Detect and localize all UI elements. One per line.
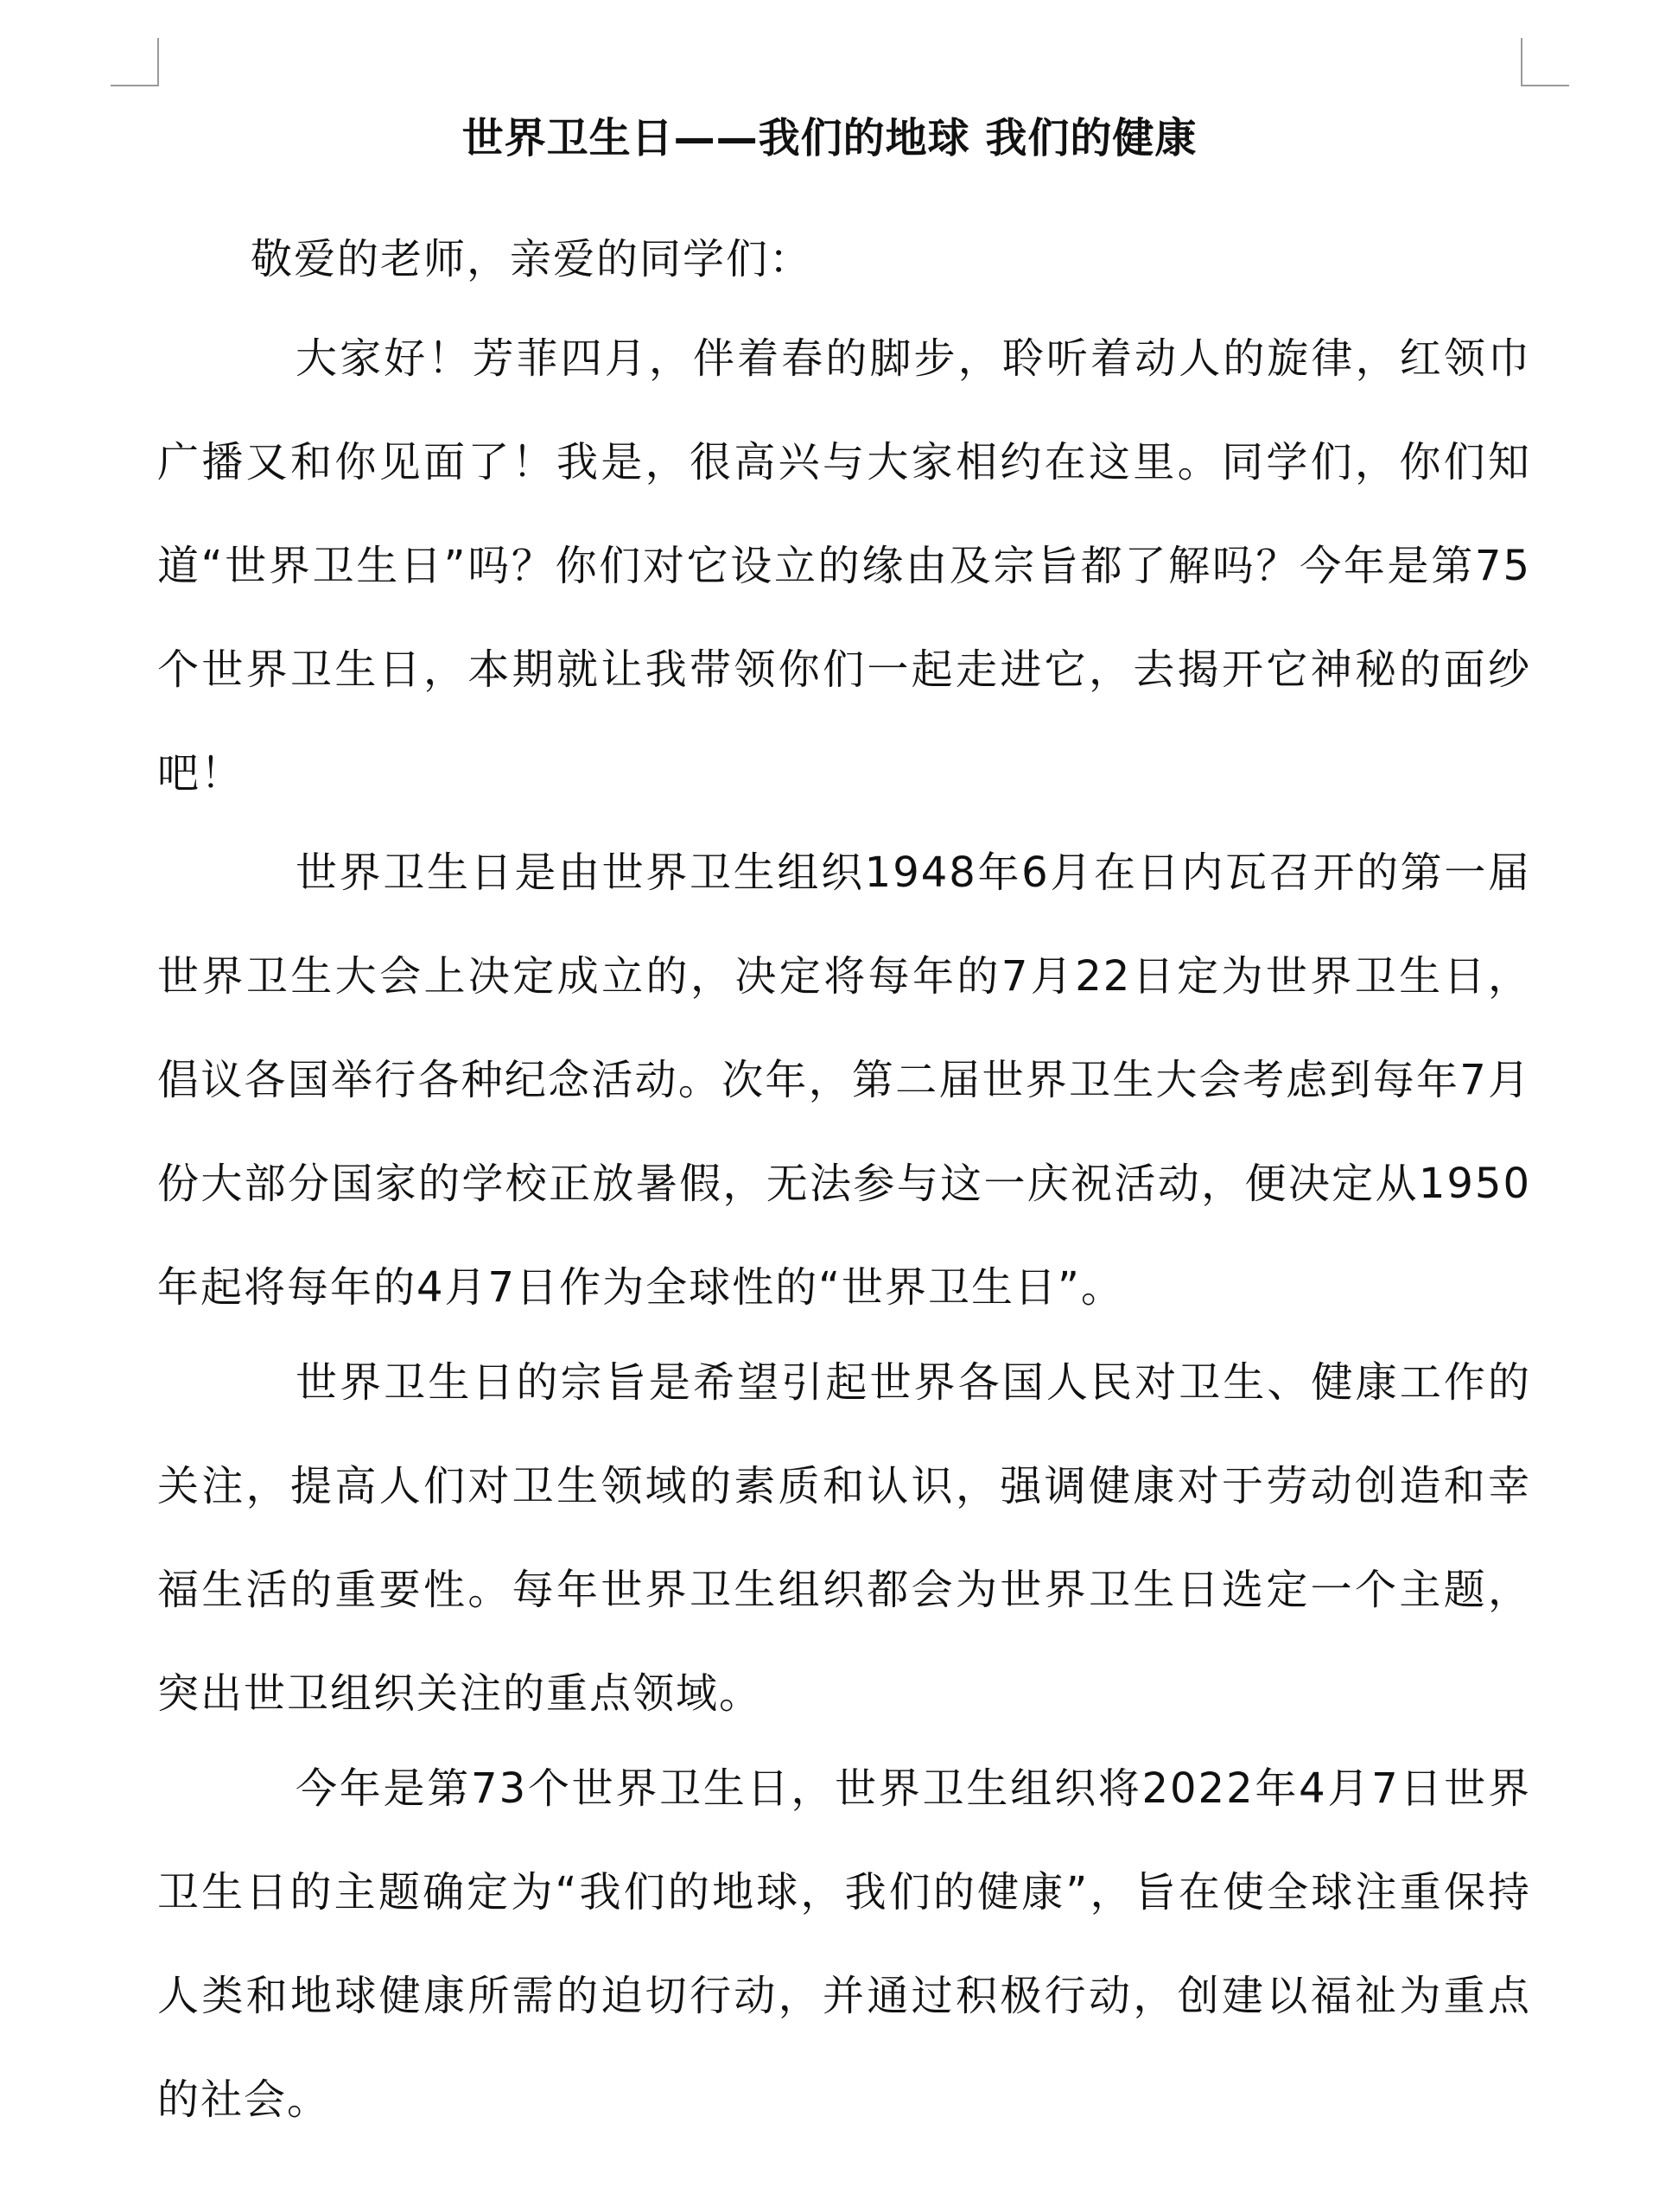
paragraph-theme: 今年是第73个世界卫生日，世界卫生组织将2022年4月7日世界卫生日的主题确定为“我们的地球，我们的健康”，旨在使全球注重保持人类和地球健康所需的迫切行动，并通过积极行动，创建以福祉为重点的社会。: [157, 1764, 1531, 2124]
paragraph-intro: 大家好！芳菲四月，伴着春的脚步，聆听着动人的旋律，红领巾广播又和你见面了！我是，很高兴与大家相约在这里。同学们，你们知道“世界卫生日”吗？你们对它设立的缘由及宗旨都了解吗？今年是第75个世界卫生日，本期就让我带领你们一起走进它，去揭开它神秘的面纱吧！: [157, 334, 1531, 798]
page-corner-mark-left: [111, 38, 159, 86]
paragraph-purpose: 世界卫生日的宗旨是希望引起世界各国人民对卫生、健康工作的关注，提高人们对卫生领域的素质和认识，强调健康对于劳动创造和幸福生活的重要性。每年世界卫生组织都会为世界卫生日选定一个主题，突出世卫组织关注的重点领域。: [157, 1358, 1531, 1718]
salutation: 敬爱的老师，亲爱的同学们：: [251, 235, 813, 283]
paragraph-history: 世界卫生日是由世界卫生组织1948年6月在日内瓦召开的第一届世界卫生大会上决定成立的，决定将每年的7月22日定为世界卫生日，倡议各国举行各种纪念活动。次年，第二届世界卫生大会考虑到每年7月份大部分国家的学校正放暑假，无法参与这一庆祝活动，便决定从1950年起将每年的4月7日作为全球性的“世界卫生日”。: [157, 849, 1531, 1312]
document-title: 世界卫生日——我们的地球 我们的健康: [461, 114, 1198, 162]
page-corner-mark-right: [1521, 38, 1569, 86]
